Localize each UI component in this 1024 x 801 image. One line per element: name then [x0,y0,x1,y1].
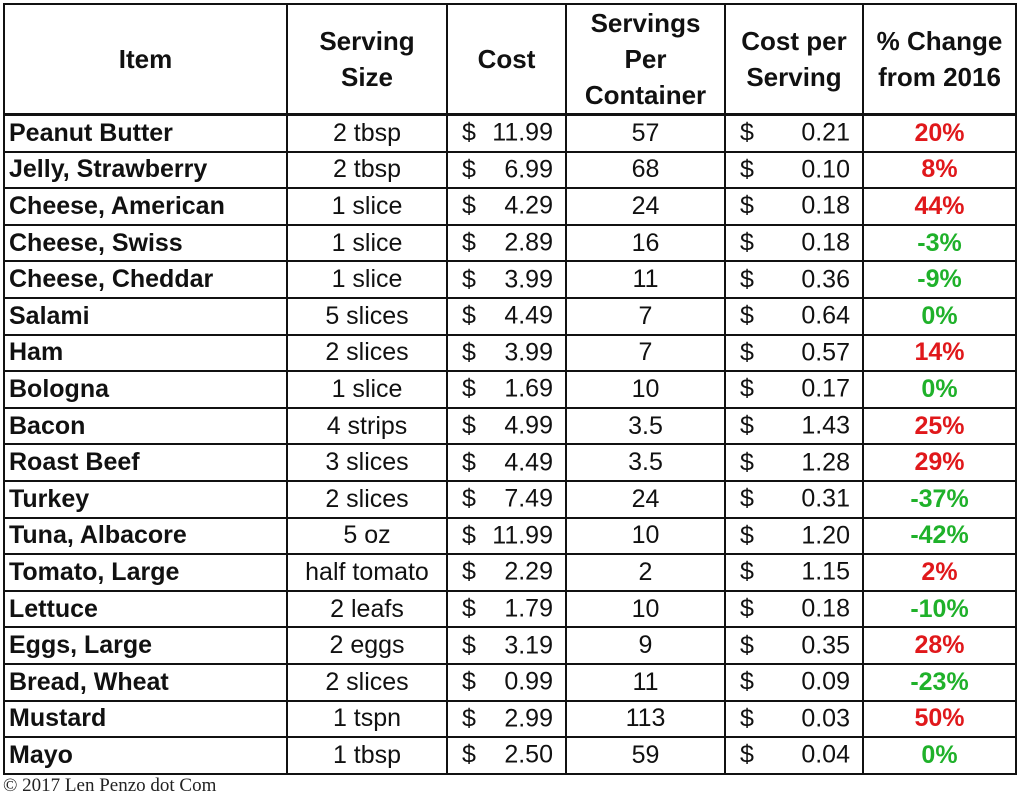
servings-per-container-cell: 11 [566,664,725,701]
serving-size-cell: 5 oz [287,518,447,555]
amount: 1.79 [504,594,553,623]
currency-symbol: $ [462,594,476,623]
amount: 0.31 [801,484,850,513]
serving-size-cell: 2 eggs [287,627,447,664]
table-row [4,188,1016,225]
pct-change-cell: 44% [863,188,1016,225]
cost-cell [447,591,566,628]
header-row [4,4,1016,115]
amount: 0.99 [504,667,553,696]
table-body [4,115,1016,774]
amount: 1.15 [801,557,850,586]
header-line: Container [584,80,707,110]
serving-size-cell: 1 slice [287,225,447,262]
cost-cell [447,408,566,445]
item-name-cell: Jelly, Strawberry [4,152,287,189]
currency-symbol: $ [462,740,476,769]
servings-per-container-cell: 24 [566,188,725,225]
amount: 7.49 [504,484,553,513]
amount: 4.29 [504,191,553,220]
currency-symbol: $ [462,265,476,294]
currency-symbol: $ [740,704,754,733]
cost-cell [447,298,566,335]
header-line: Cost per [741,26,847,56]
item-name-cell: Ham [4,335,287,372]
item-name-cell: Tomato, Large [4,554,287,591]
amount: 0.64 [801,301,850,330]
table-row [4,335,1016,372]
cost-per-serving-cell [725,444,863,481]
item-name-cell: Cheese, Swiss [4,225,287,262]
pct-change-cell: -9% [863,261,1016,298]
header-line: Serving [319,26,415,56]
item-name-cell: Bacon [4,408,287,445]
servings-per-container-cell: 11 [566,261,725,298]
currency-symbol: $ [462,704,476,733]
cost-per-serving-cell [725,518,863,555]
item-name-cell: Turkey [4,481,287,518]
cost-per-serving-cell [725,152,863,189]
currency-symbol: $ [462,191,476,220]
amount: 0.09 [801,667,850,696]
serving-size-cell: 2 leafs [287,591,447,628]
amount: 11.99 [492,521,553,550]
cost-per-serving-cell [725,664,863,701]
table-row [4,701,1016,738]
servings-per-container-cell: 3.5 [566,408,725,445]
currency-symbol: $ [740,740,754,769]
currency-symbol: $ [462,631,476,660]
serving-size-cell: 2 slices [287,481,447,518]
serving-size-cell: 5 slices [287,298,447,335]
table-row [4,261,1016,298]
serving-size-cell: 1 slice [287,261,447,298]
currency-symbol: $ [740,594,754,623]
item-name-cell: Cheese, American [4,188,287,225]
currency-symbol: $ [462,228,476,257]
serving-size-cell: 2 slices [287,664,447,701]
cost-per-serving-cell [725,188,863,225]
item-name-cell: Bread, Wheat [4,664,287,701]
currency-symbol: $ [740,448,754,477]
header-line: Size [340,62,394,92]
table-row [4,627,1016,664]
serving-size-cell: 1 slice [287,371,447,408]
currency-symbol: $ [462,667,476,696]
cost-cell [447,335,566,372]
header-pct-change [863,4,1016,115]
pct-change-cell: 25% [863,408,1016,445]
pct-change-cell: 8% [863,152,1016,189]
item-name-cell: Bologna [4,371,287,408]
amount: 1.28 [801,448,850,477]
currency-symbol: $ [740,667,754,696]
servings-per-container-cell: 10 [566,591,725,628]
header-line: Per [624,44,667,74]
currency-symbol: $ [740,338,754,367]
table-row [4,554,1016,591]
serving-size-cell: 1 tbsp [287,737,447,774]
cost-cell [447,371,566,408]
amount: 0.18 [801,228,850,257]
currency-symbol: $ [462,301,476,330]
amount: 3.99 [504,265,553,294]
item-name-cell: Mayo [4,737,287,774]
pct-change-cell: 0% [863,298,1016,335]
item-name-cell: Eggs, Large [4,627,287,664]
cost-cell [447,152,566,189]
amount: 1.20 [801,521,850,550]
header-serving-size [287,4,447,115]
servings-per-container-cell: 57 [566,115,725,152]
cost-per-serving-cell [725,115,863,152]
item-name-cell: Lettuce [4,591,287,628]
serving-size-cell: 1 slice [287,188,447,225]
pct-change-cell: 2% [863,554,1016,591]
header-line: from 2016 [878,62,1001,92]
cost-per-serving-cell [725,371,863,408]
cost-cell [447,225,566,262]
amount: 2.50 [504,740,553,769]
amount: 4.99 [504,411,553,440]
currency-symbol: $ [740,374,754,403]
amount: 4.49 [504,448,553,477]
header-servings-per-container [566,4,725,115]
table-row [4,371,1016,408]
cost-per-serving-cell [725,298,863,335]
pct-change-cell: -23% [863,664,1016,701]
header-line: Cost [477,44,536,74]
amount: 6.99 [504,155,553,184]
currency-symbol: $ [740,631,754,660]
cost-per-serving-cell [725,701,863,738]
currency-symbol: $ [462,118,476,147]
amount: 2.29 [504,557,553,586]
pct-change-cell: 20% [863,115,1016,152]
table-row [4,518,1016,555]
pct-change-cell: 14% [863,335,1016,372]
header-cost-per-serving [725,4,863,115]
amount: 0.18 [801,191,850,220]
currency-symbol: $ [740,265,754,294]
amount: 0.57 [801,338,850,367]
header-line: Serving [746,62,842,92]
amount: 2.99 [504,704,553,733]
item-name-cell: Peanut Butter [4,115,287,152]
currency-symbol: $ [462,374,476,403]
servings-per-container-cell: 16 [566,225,725,262]
serving-size-cell: 3 slices [287,444,447,481]
serving-size-cell: half tomato [287,554,447,591]
amount: 2.89 [504,228,553,257]
currency-symbol: $ [462,155,476,184]
cost-cell [447,664,566,701]
currency-symbol: $ [462,484,476,513]
amount: 0.17 [801,374,850,403]
cost-cell [447,188,566,225]
currency-symbol: $ [740,155,754,184]
amount: 3.19 [504,631,553,660]
cost-cell [447,701,566,738]
cost-cell [447,518,566,555]
header-line: Servings [590,8,701,38]
amount: 0.18 [801,594,850,623]
cost-cell [447,627,566,664]
cost-per-serving-cell [725,737,863,774]
serving-size-cell: 2 tbsp [287,115,447,152]
servings-per-container-cell: 3.5 [566,444,725,481]
pct-change-cell: -10% [863,591,1016,628]
currency-symbol: $ [462,521,476,550]
cost-cell [447,737,566,774]
currency-symbol: $ [740,191,754,220]
amount: 0.35 [801,631,850,660]
item-name-cell: Mustard [4,701,287,738]
pct-change-cell: -3% [863,225,1016,262]
table-row [4,408,1016,445]
currency-symbol: $ [740,118,754,147]
pct-change-cell: 29% [863,444,1016,481]
amount: 1.43 [801,411,850,440]
table-row [4,115,1016,152]
pct-change-cell: 50% [863,701,1016,738]
serving-size-cell: 4 strips [287,408,447,445]
pct-change-cell: -37% [863,481,1016,518]
currency-symbol: $ [462,557,476,586]
table-row [4,225,1016,262]
serving-size-cell: 1 tspn [287,701,447,738]
servings-per-container-cell: 24 [566,481,725,518]
currency-symbol: $ [462,411,476,440]
cost-cell [447,261,566,298]
pct-change-cell: -42% [863,518,1016,555]
copyright-notice: © 2017 Len Penzo dot Com [3,775,217,796]
pct-change-cell: 0% [863,737,1016,774]
currency-symbol: $ [740,557,754,586]
amount: 4.49 [504,301,553,330]
table-row [4,152,1016,189]
cost-per-serving-cell [725,591,863,628]
currency-symbol: $ [740,521,754,550]
amount: 0.10 [801,155,850,184]
serving-size-cell: 2 slices [287,335,447,372]
servings-per-container-cell: 113 [566,701,725,738]
cost-per-serving-cell [725,627,863,664]
cost-per-serving-cell [725,554,863,591]
cost-cell [447,444,566,481]
amount: 0.36 [801,265,850,294]
table-row [4,298,1016,335]
pct-change-cell: 28% [863,627,1016,664]
item-name-cell: Salami [4,298,287,335]
cost-per-serving-cell [725,225,863,262]
cost-per-serving-cell [725,408,863,445]
cost-per-serving-cell [725,261,863,298]
servings-per-container-cell: 7 [566,335,725,372]
servings-per-container-cell: 10 [566,371,725,408]
amount: 1.69 [504,374,553,403]
currency-symbol: $ [740,301,754,330]
amount: 0.03 [801,704,850,733]
amount: 0.21 [801,118,850,147]
amount: 3.99 [504,338,553,367]
pct-change-cell: 0% [863,371,1016,408]
servings-per-container-cell: 10 [566,518,725,555]
table-row [4,481,1016,518]
item-name-cell: Tuna, Albacore [4,518,287,555]
cost-cell [447,115,566,152]
cost-cell [447,481,566,518]
amount: 0.04 [801,740,850,769]
servings-per-container-cell: 68 [566,152,725,189]
item-name-cell: Cheese, Cheddar [4,261,287,298]
table-row [4,591,1016,628]
currency-symbol: $ [462,338,476,367]
header-line: Item [118,44,173,74]
table-row [4,664,1016,701]
servings-per-container-cell: 7 [566,298,725,335]
header-line: % Change [876,26,1003,56]
cost-per-serving-cell [725,481,863,518]
header-item [4,4,287,115]
currency-symbol: $ [740,228,754,257]
currency-symbol: $ [740,411,754,440]
cost-per-serving-cell [725,335,863,372]
servings-per-container-cell: 9 [566,627,725,664]
currency-symbol: $ [740,484,754,513]
amount: 11.99 [492,118,553,147]
header-cost [447,4,566,115]
serving-size-cell: 2 tbsp [287,152,447,189]
cost-cell [447,554,566,591]
table-row [4,737,1016,774]
item-name-cell: Roast Beef [4,444,287,481]
table-row [4,444,1016,481]
currency-symbol: $ [462,448,476,477]
sandwich-cost-table [3,3,1017,775]
servings-per-container-cell: 59 [566,737,725,774]
servings-per-container-cell: 2 [566,554,725,591]
